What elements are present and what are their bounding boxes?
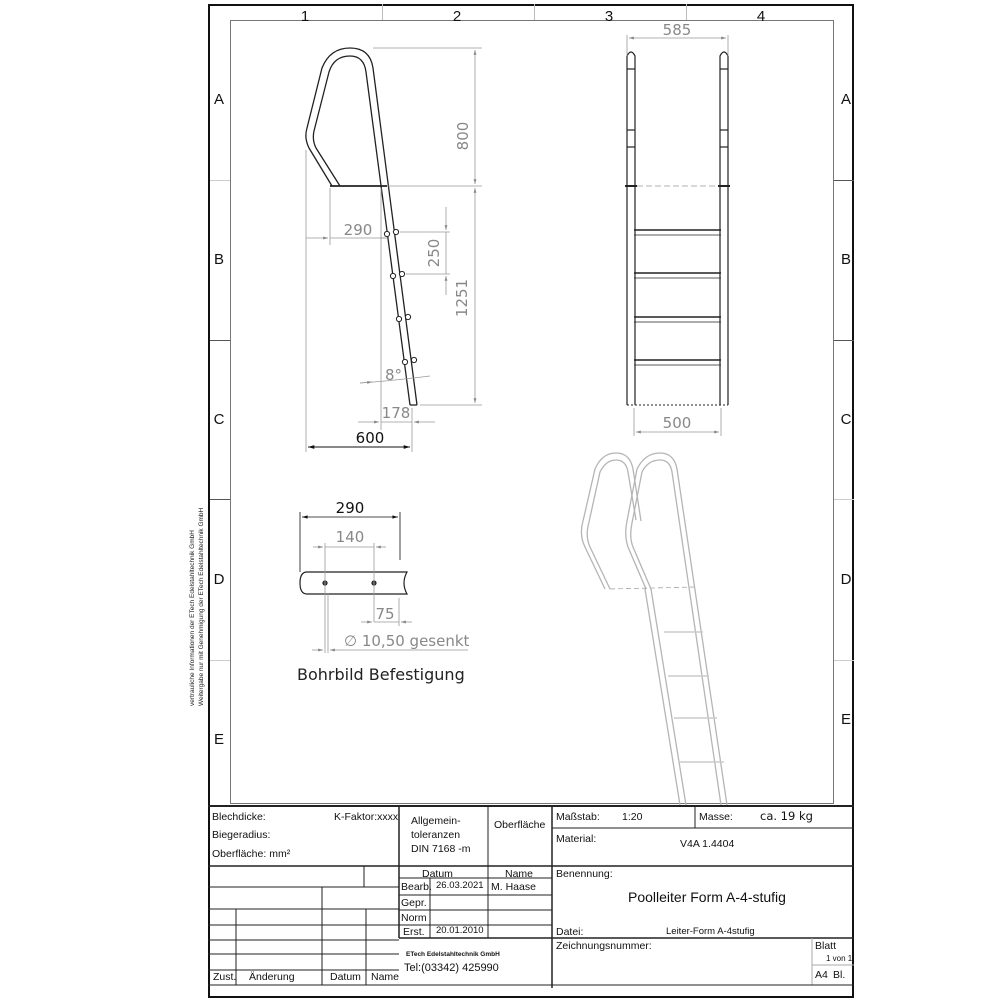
row-label-a-right: A	[840, 91, 851, 108]
isometric-view	[581, 453, 727, 805]
sheet-label: Blatt	[815, 940, 837, 952]
dim-500: 500	[662, 414, 692, 432]
k-faktor: K-Faktor:xxxx	[334, 811, 399, 823]
row-label-d-right: D	[840, 571, 852, 588]
material-label: Material:	[556, 833, 597, 845]
row-erst-date: 20.01.2010	[436, 925, 484, 936]
column-label-4: 4	[756, 8, 766, 25]
biegeradius-label: Biegeradius:	[212, 829, 271, 841]
dim-290-side: 290	[343, 221, 373, 239]
name-header: Name	[505, 868, 534, 880]
dim-hole-diameter: ∅ 10,50 gesenkt	[344, 632, 470, 650]
column-label-3: 3	[604, 8, 614, 25]
confidentiality-line-2: Weitergabe nur mit Genehmigung der ETech Edelstahltechnik GmbH	[198, 507, 205, 706]
material-value: V4A 1.4404	[680, 838, 735, 850]
dim-290-plate: 290	[335, 499, 365, 517]
revision-name-header: Name	[371, 971, 400, 983]
format-suffix: Bl.	[833, 969, 846, 981]
row-label-d-left: D	[213, 571, 225, 588]
row-label-e-left: E	[213, 731, 224, 748]
row-norm-label: Norm	[401, 912, 427, 924]
revision-aenderung-header: Änderung	[249, 971, 295, 983]
dim-178: 178	[381, 404, 411, 422]
designation-label: Benennung:	[556, 868, 613, 880]
dim-600: 600	[355, 429, 385, 447]
confidentiality-line-1: vertrauliche Informationen der ETech Edelstahltechnik GmbH	[189, 530, 196, 706]
file-label: Datei:	[556, 926, 584, 938]
blechdicke-label: Blechdicke:	[212, 811, 266, 823]
oberflaeche-label: Oberfläche: mm²	[212, 848, 291, 860]
dim-800: 800	[454, 121, 472, 151]
sheet-value: 1 von 1	[826, 954, 853, 963]
row-label-e-right: E	[840, 711, 851, 728]
scale-value: 1:20	[622, 811, 643, 823]
dim-1251: 1251	[453, 278, 471, 318]
tolerance-line-1: Allgemein-	[411, 815, 461, 827]
row-bearb-label: Bearb.	[401, 881, 432, 893]
tolerance-line-3: DIN 7168 -m	[411, 843, 471, 855]
file-value: Leiter-Form A-4stufig	[666, 926, 755, 937]
date-header: Datum	[422, 868, 453, 880]
mass-label: Masse:	[699, 811, 733, 823]
drawing-number-label: Zeichnungsnummer:	[556, 940, 652, 952]
row-bearb-date: 26.03.2021	[436, 880, 484, 891]
revision-datum-header: Datum	[330, 971, 361, 983]
format-label: A4	[815, 969, 828, 981]
surface-header: Oberfläche	[494, 819, 546, 831]
row-label-a-left: A	[213, 91, 224, 108]
tolerance-line-2: toleranzen	[411, 829, 461, 841]
dim-250: 250	[425, 238, 443, 268]
row-label-c-right: C	[840, 411, 852, 428]
dim-140: 140	[335, 528, 365, 546]
company-phone: Tel:(03342) 425990	[404, 962, 499, 974]
dim-585: 585	[662, 21, 692, 39]
row-bearb-name: M. Haase	[491, 881, 536, 893]
front-view	[625, 52, 730, 405]
dim-angle: 8°	[385, 366, 403, 384]
side-view-dimensions	[306, 48, 482, 452]
front-view-dimensions	[627, 35, 728, 436]
mounting-plate	[300, 572, 407, 594]
company-name: ETech Edelstahltechnik GmbH	[406, 951, 500, 958]
row-label-b-left: B	[213, 251, 224, 268]
row-label-b-right: B	[840, 251, 851, 268]
column-label-1: 1	[300, 8, 310, 25]
revision-zust-header: Zust.	[213, 971, 237, 983]
row-label-c-left: C	[213, 411, 225, 428]
row-gepr-label: Gepr.	[401, 897, 427, 909]
column-label-2: 2	[452, 8, 462, 25]
scale-label: Maßstab:	[556, 811, 600, 823]
dim-75: 75	[375, 605, 395, 623]
mounting-detail-title: Bohrbild Befestigung	[297, 665, 465, 684]
designation-value: Poolleiter Form A-4-stufig	[628, 889, 786, 905]
row-erst-label: Erst.	[403, 926, 425, 938]
mass-value: ca. 19 kg	[760, 809, 813, 823]
